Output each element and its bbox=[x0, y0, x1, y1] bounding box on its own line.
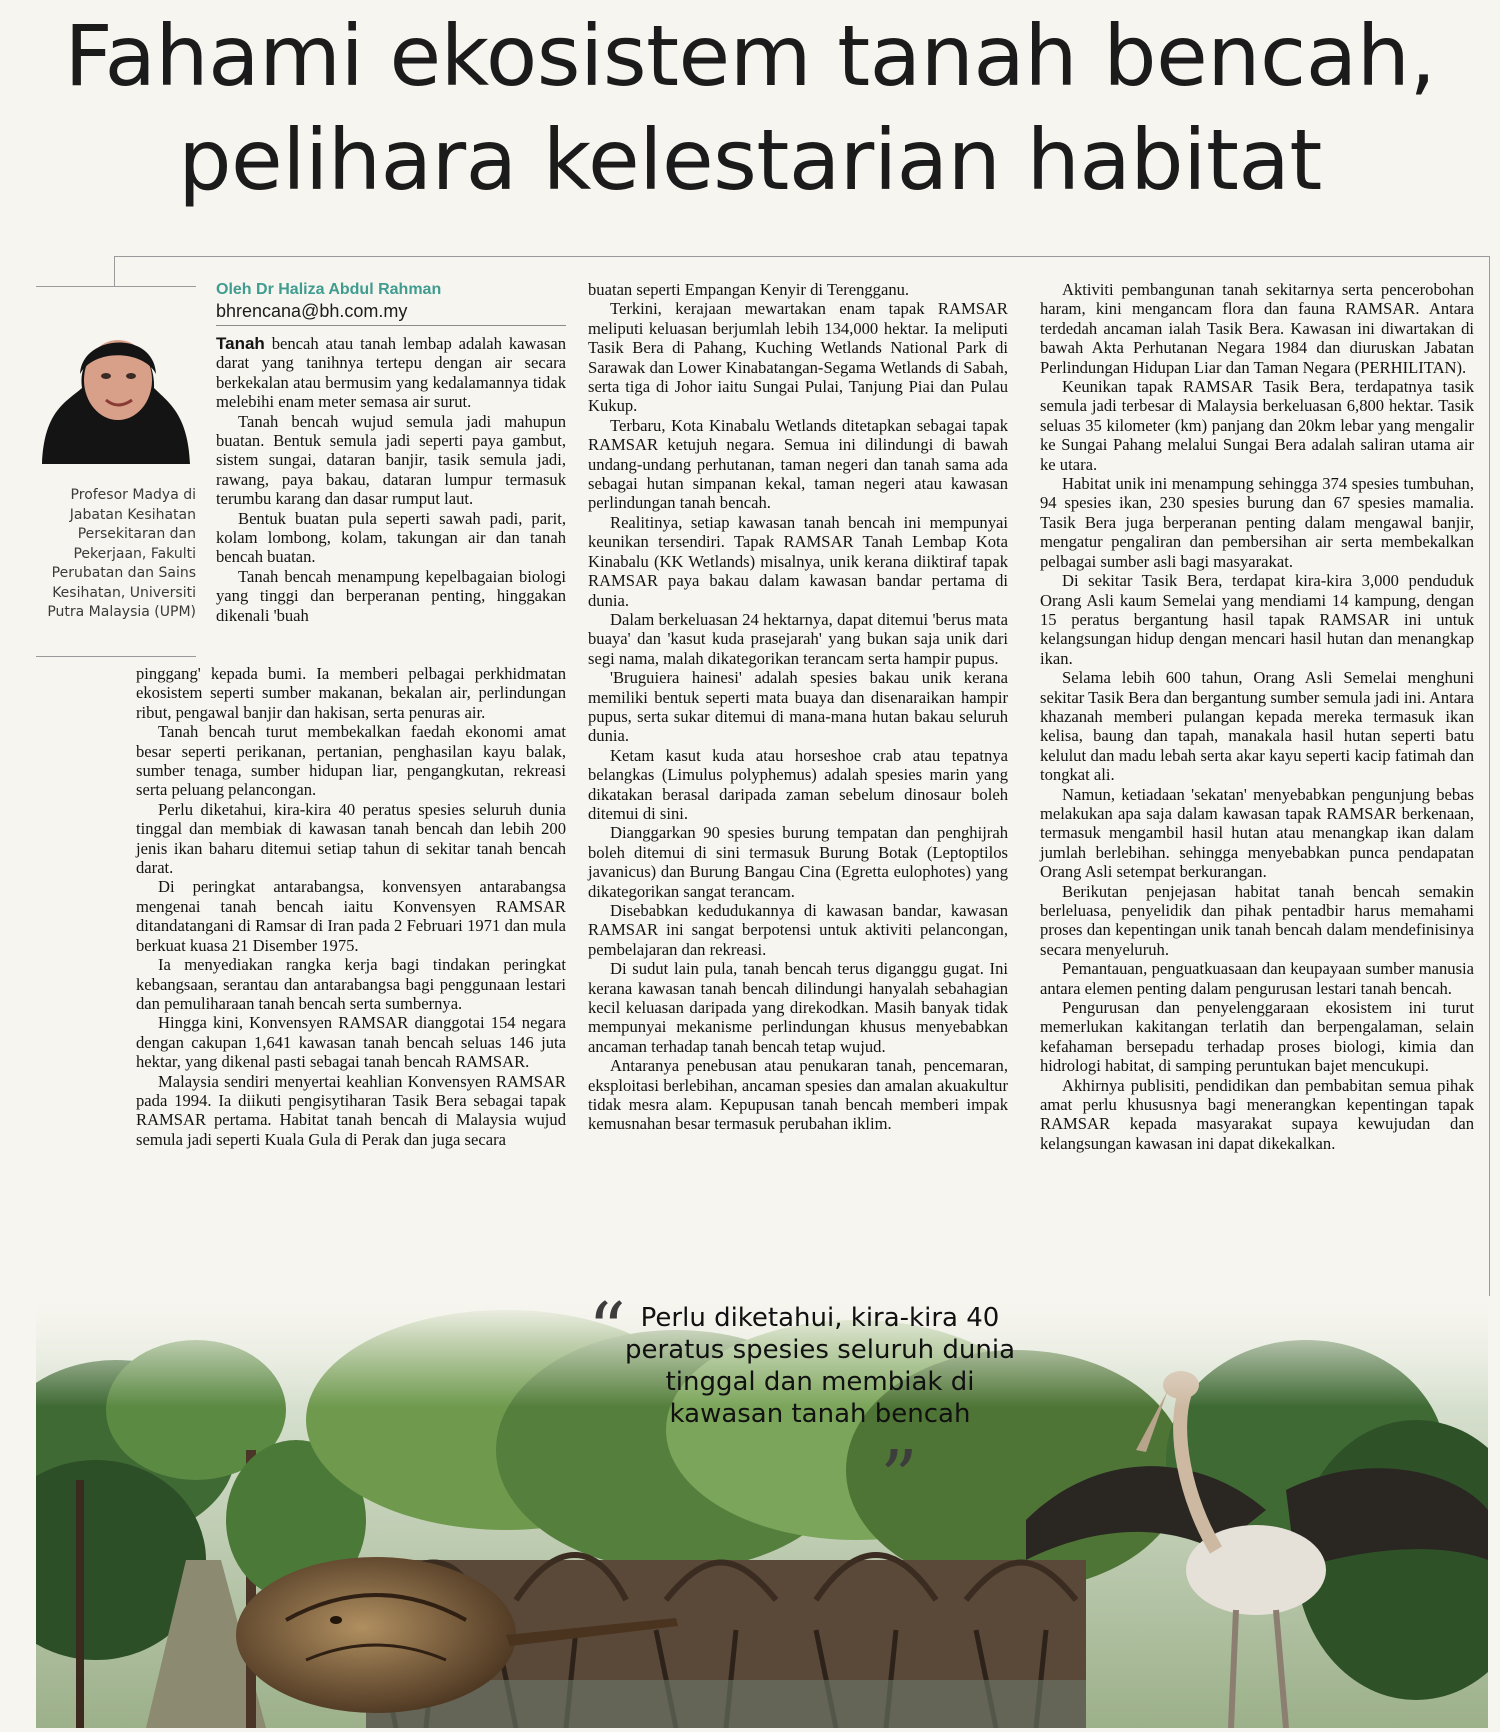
paragraph-text: bencah atau tanah lembap adalah kawasan darat yang tanihnya tertepu dengan air secara berkekalan atau bermusim yang kedalamannya tidak melebihi enam meter semasa air surut. bbox=[216, 334, 566, 412]
paragraph: Ia menyediakan rangka kerja bagi tindakan peringkat kebangsaan, serantau dan antarabangsa bagi penggunaan lestari dan pemuliharaan tanah bencah serta sumbernya. bbox=[136, 955, 566, 1013]
paragraph: Keunikan tapak RAMSAR Tasik Bera, terdapatnya tasik semula jadi terbesar di Malaysia berkeluasan 6,800 hektar. Tasik seluas 35 kilometer (km) panjang dan 20km lebar yang mengalir ke Sungai Pahang melalui Sungai Bera adalah saliran utama air ke utara. bbox=[1040, 377, 1474, 474]
byline-author: Oleh Dr Haliza Abdul Rahman bbox=[216, 281, 442, 298]
paragraph: Ketam kasut kuda atau horseshoe crab atau tepatnya belangkas (Limulus polyphemus) adalah spesies marin yang dikatakan berasal daripada zaman sebelum dinosaur boleh ditemui di sini. bbox=[588, 745, 1008, 823]
paragraph: Akhirnya publisiti, pendidikan dan pembabitan semua pihak amat perlu khususnya bagi menerangkan kepentingan tapak RAMSAR kepada masyarakat supaya kewujudan dan kelangsungan kawasan ini dapat dikekalkan. bbox=[1040, 1075, 1474, 1153]
paragraph: Perlu diketahui, kira-kira 40 peratus spesies seluruh dunia tinggal dan membiak di kawasan tanah bencah dan lebih 200 jenis ikan baharu ditemui setiap tahun di sekitar tanah bencah darat. bbox=[136, 799, 566, 878]
open-quote-icon: “ bbox=[588, 1287, 626, 1373]
pull-quote: Perlu diketahui, kira-kira 40 peratus spesies seluruh dunia tinggal dan membiak di kawasan tanah bencah bbox=[625, 1303, 1015, 1429]
paragraph: Disebabkan kedudukannya di kawasan bandar, kawasan RAMSAR ini sangat berpotensi untuk aktiviti pelancongan, pembelajaran dan rekreasi. bbox=[588, 901, 1008, 959]
paragraph: Hingga kini, Konvensyen RAMSAR dianggotai 154 negara dengan cakupan 1,641 kawasan tanah bencah seluas 146 juta hektar, yang dikenal pasti sebagai tanah bencah RAMSAR. bbox=[136, 1013, 566, 1072]
paragraph bbox=[216, 334, 566, 412]
byline-rule bbox=[216, 325, 566, 326]
article-column-2 bbox=[588, 280, 1008, 1134]
byline bbox=[216, 280, 566, 322]
paragraph: Tanah bencah turut membekalkan faedah ekonomi amat besar seperti perikanan, pertanian, penghasilan kayu balak, sumber tenaga, sumber hidupan liar, pengangkutan, rekreasi serta peluang pelancongan. bbox=[136, 722, 566, 800]
paragraph: buatan seperti Empangan Kenyir di Terengganu. bbox=[588, 280, 910, 299]
lead-word: Tanah bbox=[216, 334, 265, 353]
author-portrait-illustration bbox=[36, 316, 196, 464]
paragraph: 'Bruguiera hainesi' adalah spesies bakau unik kerana memiliki bentuk seperti mata buaya dan disenaraikan hampir pupus, serta sukar ditemui di mana-mana hutan bakau seluruh dunia. bbox=[588, 668, 1008, 746]
article-column-1-lower bbox=[136, 664, 566, 1149]
paragraph: Pengurusan dan penyelenggaraan ekosistem ini turut memerlukan kakitangan terlatih dan berpengalaman, selain kefahaman bersepadu terhadap proses biologi, kimia dan hidrologi habitat, di samping peruntukan bajet mencukupi. bbox=[1040, 998, 1474, 1076]
article-column-1-upper bbox=[216, 334, 566, 625]
paragraph: Di peringkat antarabangsa, konvensyen antarabangsa mengenai tanah bencah iaitu Konvensyen RAMSAR ditandatangani di Ramsar di Iran pada 2 Februari 1971 dan mula berkuat kuasa 21 Disember 1975. bbox=[136, 877, 566, 955]
paragraph: Aktiviti pembangunan tanah sekitarnya serta pencerobohan haram, kini mengancam flora dan fauna RAMSAR. Antara terdedah ancaman ialah Tasik Bera. Kawasan ini diwartakan di bawah Akta Perhutanan Negara 1984 dan diuruskan Jabatan Perlindungan Hidupan Liar dan Taman Negara (PERHILITAN). bbox=[1040, 280, 1474, 377]
paragraph: Dianggarkan 90 spesies burung tempatan dan penghijrah boleh ditemui di sini termasuk Burung Botak (Leptoptilos javanicus) dan Burung Bangau Cina (Egretta eulophotes) yang dikategorikan sangat terancam. bbox=[588, 823, 1008, 901]
paragraph: Bentuk buatan pula seperti sawah padi, parit, kolam lombong, kolam, takungan air dan tanah bencah buatan. bbox=[216, 508, 566, 567]
paragraph: Habitat unik ini menampung sehingga 374 spesies tumbuhan, 94 spesies ikan, 230 spesies burung dan 67 spesies mamalia. Tasik Bera juga berperanan penting dalam mengawal banjir, mengatur pengaliran dan pembersihan air serta membekalkan pelbagai sumber asli bagi masyarakat. bbox=[1040, 474, 1474, 571]
author-caption: Profesor Madya di Jabatan Kesihatan Persekitaran dan Pekerjaan, Fakulti Perubatan dan Sains Kesihatan, Universiti Putra Malaysia (UPM) bbox=[47, 487, 196, 620]
paragraph: Di sudut lain pula, tanah bencah terus diganggu gugat. Ini kerana kawasan tanah bencah dilindungi hanyalah sebahagian kecil keluasan daripada yang direkodkan. Masih banyak tidak mempunyai mekanisme perlindungan khusus menyebabkan ancaman terhadap tanah bencah tetap wujud. bbox=[588, 959, 1008, 1056]
paragraph: Namun, ketiadaan 'sekatan' menyebabkan pengunjung bebas melakukan apa saja dalam kawasan tapak RAMSAR berkenaan, termasuk mengambil hasil hutan atau menangkap ikan dalam jumlah berlebihan. sehingga menyebabkan punca pendapatan Orang Asli setempat berkurangan. bbox=[1040, 784, 1474, 882]
paragraph: Berikutan penjejasan habitat tanah bencah semakin berleluasa, penyelidik dan pihak pentadbir harus memahami proses dan kepentingan unik tanah bencah dalam mendefinisinya secara menyeluruh. bbox=[1040, 881, 1474, 959]
headline bbox=[0, 4, 1500, 212]
byline-email: bhrencana@bh.com.my bbox=[216, 301, 408, 321]
paragraph: Tanah bencah wujud semula jadi mahupun buatan. Bentuk semula jadi seperti paya gambut, sistem sungai, dataran banjir, tasik semula jadi, rawang, paya bakau, dataran lumpur termasuk terumbu karang dan dasar rumput laut. bbox=[216, 411, 566, 509]
sidebar-bottom-rule bbox=[36, 656, 196, 657]
article-frame-top-rule bbox=[114, 256, 1490, 257]
paragraph: Dalam berkeluasan 24 hektarnya, dapat ditemui 'berus mata buaya' dan 'kasut kuda prasejarah' yang bukan saja unik dari segi nama, malah dikategorikan terancam serta hampir pupus. bbox=[588, 609, 1008, 668]
article-frame-left-rule bbox=[114, 256, 115, 286]
paragraph: Di sekitar Tasik Bera, terdapat kira-kira 3,000 penduduk Orang Asli kaum Semelai yang mendiami 14 kampung, dengan 15 peratus bergantung hasil tapak RAMSAR ini untuk kelangsungan hidup dengan mencari hasil hutan dan menangkap ikan. bbox=[1040, 571, 1474, 668]
article-frame-right-rule bbox=[1489, 256, 1490, 1296]
paragraph: Terkini, kerajaan mewartakan enam tapak RAMSAR meliputi keluasan berjumlah lebih 134,000 hektar. Ia meliputi Tasik Bera di Pahang, Kuching Wetlands National Park di Sarawak dan Lower Kinabatangan-Segama Wetlands di Sabah, serta tiga di Johor iaitu Sungai Pulai, Tanjung Piai dan Pulau Kukup. bbox=[588, 299, 1008, 416]
paragraph: Terbaru, Kota Kinabalu Wetlands ditetapkan sebagai tapak RAMSAR ketujuh negara. Semua ini dilindungi di bawah undang-undang perhutanan, taman negeri dan tanah sama ada sebagai hutan simpanan kekal, taman negeri atau kawasan perlindungan tanah bencah. bbox=[588, 415, 1008, 513]
paragraph: Malaysia sendiri menyertai keahlian Konvensyen RAMSAR pada 1994. Ia diikuti pengisytiharan Tasik Bera sebagai tapak RAMSAR pertama. Habitat tanah bencah di Malaysia wujud semula jadi seperti Kuala Gula di Perak dan juga secara bbox=[136, 1071, 566, 1149]
close-quote-icon: ” bbox=[880, 1435, 918, 1521]
paragraph: Selama lebih 600 tahun, Orang Asli Semelai menghuni sekitar Tasik Bera dan bergantung sumber semula jadi ini. Antara khazanah memberi pulangan kepada mereka termasuk ikan kelisa, baung dan tapah, manakala hasil hutan seperti batu kelulut dan madu lebah serta akar kayu seperti kacip fatimah dan tongkat ali. bbox=[1040, 668, 1474, 785]
article-column-3 bbox=[1040, 280, 1474, 1153]
paragraph: Antaranya penebusan atau penukaran tanah, pencemaran, eksploitasi berlebihan, ancaman spesies dan amalan akuakultur tidak mesra alam. Kepupusan tanah bencah memberi impak kemusnahan besar termasuk perubahan iklim. bbox=[588, 1056, 1008, 1134]
headline-line-1: Fahami ekosistem tanah bencah, bbox=[64, 7, 1436, 105]
sidebar-top-rule bbox=[36, 286, 196, 287]
paragraph: pinggang' kepada bumi. Ia memberi pelbagai perkhidmatan ekosistem seperti sumber makanan, bekalan air, perlindungan ribut, pengawal banjir dan hakisan, serta penuras air. bbox=[136, 664, 566, 722]
author-portrait bbox=[36, 316, 196, 464]
paragraph: Pemantauan, penguatkuasaan dan keupayaan sumber manusia antara elemen penting dalam pengurusan lestari tanah bencah. bbox=[1040, 959, 1474, 998]
paragraph: Tanah bencah menampung kepelbagaian biologi yang tinggi dan berperanan penting, hinggakan dikenali 'buah bbox=[216, 566, 566, 625]
paragraph: Realitinya, setiap kawasan tanah bencah ini mempunyai keunikan tersendiri. Tapak RAMSAR Tanah Lembap Kota Kinabalu (KK Wetlands) misalnya, unik kerana diiktiraf tapak RAMSAR paya bakau dalam kawasan bandar pertama di dunia. bbox=[588, 512, 1008, 610]
headline-line-2: pelihara kelestarian habitat bbox=[178, 111, 1322, 209]
